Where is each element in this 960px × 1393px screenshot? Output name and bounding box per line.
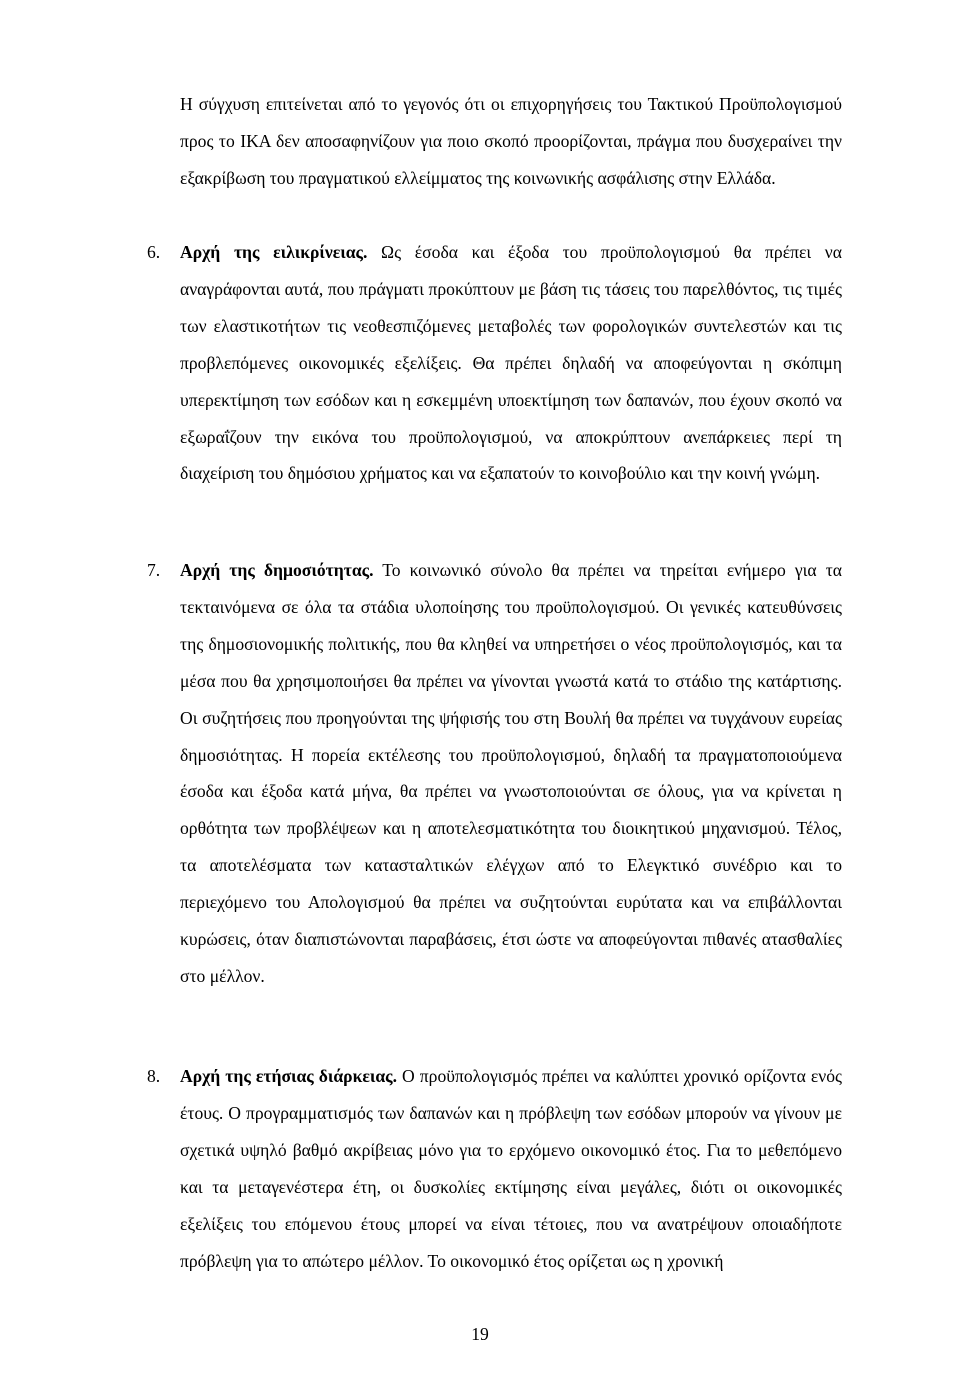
list-item-number: 7.: [147, 560, 161, 580]
list-item-number: 6.: [147, 242, 161, 262]
list-item-heading: Αρχή της δημοσιότητας.: [180, 560, 374, 580]
list-item-6: [147, 234, 842, 492]
list-item-7: [147, 552, 842, 995]
page-number: 19: [471, 1324, 489, 1344]
list-item-body: Ο προϋπολογισμός πρέπει να καλύπτει χρονικό ορίζοντα ενός έτους. Ο προγραμματισμός των δαπανών και η πρόβλεψη των εσόδων μπορούν να γίνουν με σχετικά υψηλό βαθμό ακρίβειας μόνο για το ερχόμενο οικονομικό έτος. Για το μεθεπόμενο και τα μεταγενέστερα έτη, οι δυσκολίες εκτίμησης είναι μεγάλες, διότι οι οικονομικές εξελίξεις του επόμενου έτους μπορεί να είναι τέτοιες, που να ανατρέψουν οποιαδήποτε πρόβλεψη για το απώτερο μέλλον. Το οικονομικό έτος ορίζεται ως η χρονική: [180, 1066, 842, 1271]
list-item-body: Το κοινωνικό σύνολο θα πρέπει να τηρείται ενήμερο για τα τεκταινόμενα σε όλα τα στάδια υλοποίησης του προϋπολογισμού. Οι γενικές κατευθύνσεις της δημοσιονομικής πολιτικής, που θα κληθεί να υπηρετήσει ο νέος προϋπολογισμός, και τα μέσα που θα χρησιμοποιήσει θα πρέπει να γίνονται γνωστά κατά το στάδιο της κατάρτισης. Οι συζητήσεις που προηγούνται της ψήφισής του στη Βουλή θα πρέπει να τυγχάνουν ευρείας δημοσιότητας. Η πορεία εκτέλεσης του προϋπολογισμού, δηλαδή τα πραγματοποιούμενα έσοδα και έξοδα κατά μήνα, θα πρέπει να γνωστοποιούνται σε όλους, για να κρίνεται η ορθότητα των προβλέψεων και η αποτελεσματικότητα του διοικητικού μηχανισμού. Τέλος, τα αποτελέσματα των κατασταλτικών ελέγχων από το Ελεγκτικό συνέδριο και το περιεχόμενο του Απολογισμού θα πρέπει να συζητούνται ευρύτατα και να επιβάλλονται κυρώσεις, όταν διαπιστώνονται παραβάσεις, έτσι ώστε να αποφεύγονται πιθανές ατασθαλίες στο μέλλον.: [180, 560, 842, 986]
list-item-heading: Αρχή της ειλικρίνειας.: [180, 242, 368, 262]
list-item-number: 8.: [147, 1066, 161, 1086]
list-item-heading: Αρχή της ετήσιας διάρκειας.: [180, 1066, 397, 1086]
list-item-body: Ως έσοδα και έξοδα του προϋπολογισμού θα πρέπει να αναγράφονται αυτά, που πράγματι προκύπτουν με βάση τις τάσεις του παρελθόντος, τις τιμές των ελαστικοτήτων τις νεοθεσπιζόμενες μεταβολές των φορολογικών συντελεστών και τις προβλεπόμενες οικονομικές εξελίξεις. Θα πρέπει δηλαδή να αποφεύγονται η σκόπιμη υπερεκτίμηση των εσόδων και η εσκεμμένη υποεκτίμηση των δαπανών, που έχουν σκοπό να εξωραΐζουν την εικόνα του προϋπολογισμού, να αποκρύπτουν ανεπάρκειες περί τη διαχείριση του δημόσιου χρήματος και να εξαπατούν το κοινοβούλιο και την κοινή γνώμη.: [180, 242, 842, 484]
intro-paragraph: Η σύγχυση επιτείνεται από το γεγονός ότι οι επιχορηγήσεις του Τακτικού Προϋπολογισμού προς το ΙΚΑ δεν αποσαφηνίζουν για ποιο σκοπό προορίζονται, πράγμα που δυσχεραίνει την εξακρίβωση του πραγματικού ελλείμματος της κοινωνικής ασφάλισης στην Ελλάδα.: [180, 94, 842, 188]
list-item-8: [147, 1058, 842, 1279]
